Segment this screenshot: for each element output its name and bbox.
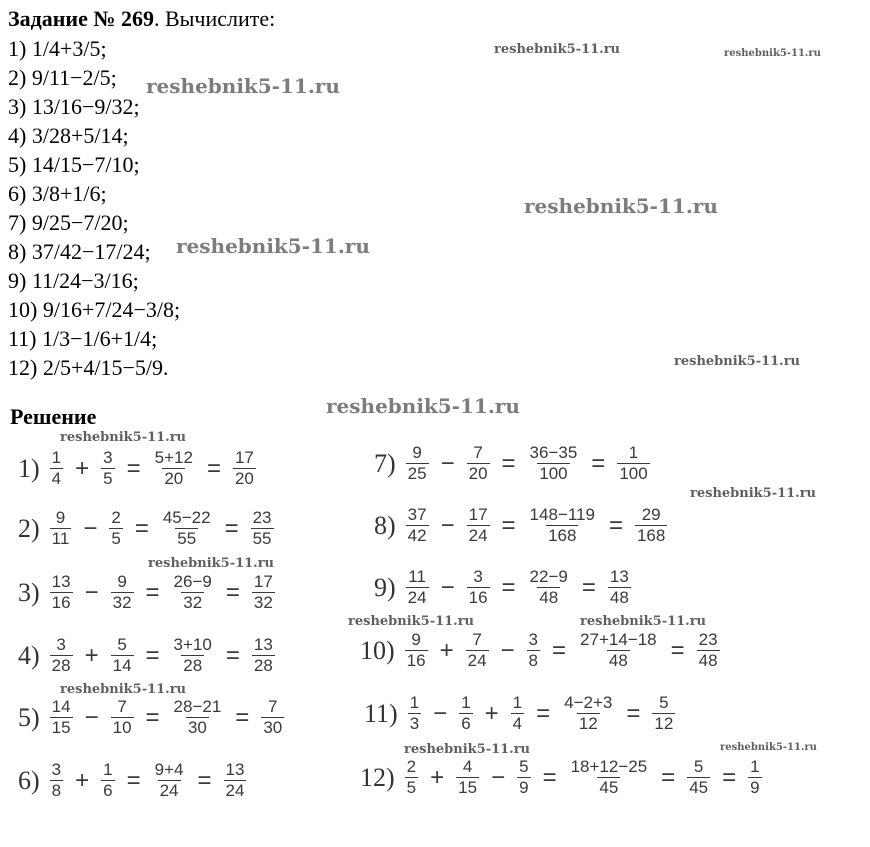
fraction-denominator: 9 xyxy=(519,778,529,797)
fraction-denominator: 10 xyxy=(112,718,132,737)
task-item: 2) 9/11−2/5; xyxy=(8,65,117,90)
fraction xyxy=(528,567,570,608)
fraction-denominator: 30 xyxy=(263,718,283,737)
fraction xyxy=(153,448,195,489)
fraction xyxy=(261,697,284,738)
operator: = xyxy=(581,573,596,601)
watermark: reshebnik5-11.ru xyxy=(720,742,817,753)
fraction-denominator: 16 xyxy=(468,588,488,607)
fraction-numerator: 28−21 xyxy=(173,697,222,716)
fraction xyxy=(405,630,428,671)
solution-number: 6) xyxy=(18,765,40,795)
fraction xyxy=(153,760,186,801)
operator: = xyxy=(134,514,149,542)
fraction xyxy=(50,697,73,738)
operator: − xyxy=(83,514,98,542)
fraction-denominator: 45 xyxy=(689,778,709,797)
fraction-numerator: 9 xyxy=(412,443,422,462)
fraction-numerator: 45−22 xyxy=(162,508,211,527)
fraction-denominator: 28 xyxy=(253,656,273,675)
fraction xyxy=(101,760,114,801)
fraction-denominator: 4 xyxy=(512,714,523,733)
fraction-numerator: 1 xyxy=(512,693,523,712)
fraction-denominator: 20 xyxy=(234,469,254,488)
fraction xyxy=(528,443,580,484)
fraction-denominator: 6 xyxy=(103,781,113,800)
fraction-numerator: 7 xyxy=(473,443,483,462)
fraction-denominator: 24 xyxy=(407,588,427,607)
fraction-denominator: 6 xyxy=(461,714,471,733)
fraction-numerator: 3 xyxy=(473,567,483,586)
fraction xyxy=(748,757,761,798)
task-item: 4) 3/28+5/14; xyxy=(8,123,129,148)
solution-number: 1) xyxy=(18,453,40,483)
solution-row xyxy=(364,693,679,734)
fraction-denominator: 32 xyxy=(183,593,203,612)
fraction-numerator: 1 xyxy=(461,693,471,712)
watermark: reshebnik5-11.ru xyxy=(60,682,187,697)
operator: = xyxy=(197,766,212,794)
task-title xyxy=(8,4,275,34)
fraction-numerator: 11 xyxy=(408,567,426,586)
fraction xyxy=(111,697,134,738)
fraction-numerator: 5 xyxy=(693,757,704,776)
fraction xyxy=(172,572,214,613)
fraction-denominator: 45 xyxy=(599,778,619,797)
fraction-numerator: 9+4 xyxy=(154,760,184,779)
fraction-denominator: 48 xyxy=(609,588,629,607)
fraction xyxy=(635,505,667,546)
operator: = xyxy=(661,763,676,791)
task-label: Задание № 269 xyxy=(8,6,154,31)
fraction-numerator: 5 xyxy=(117,635,127,654)
fraction-denominator: 11 xyxy=(51,529,70,548)
task-item: 12) 2/5+4/15−5/9. xyxy=(8,355,169,380)
fraction xyxy=(456,757,479,798)
fraction-denominator: 12 xyxy=(654,714,674,733)
fraction-numerator: 1 xyxy=(750,757,760,776)
operator: − xyxy=(84,703,99,731)
fraction-numerator: 1 xyxy=(409,693,420,712)
fraction-denominator: 32 xyxy=(253,593,273,612)
fraction-denominator: 4 xyxy=(51,469,62,488)
fraction-numerator: 9 xyxy=(117,572,127,591)
fraction-denominator: 24 xyxy=(159,781,179,800)
operator: = xyxy=(145,578,160,606)
fraction xyxy=(50,635,73,676)
fraction-numerator: 14 xyxy=(51,697,71,716)
fraction-denominator: 32 xyxy=(112,593,132,612)
fraction xyxy=(172,635,214,676)
fraction-numerator: 148−119 xyxy=(529,505,595,524)
fraction xyxy=(569,757,650,798)
fraction-denominator: 5 xyxy=(103,469,113,488)
fraction xyxy=(252,572,275,613)
fraction xyxy=(527,630,540,671)
fraction-numerator: 29 xyxy=(641,505,661,524)
solution-row xyxy=(18,760,250,801)
fraction xyxy=(406,505,429,546)
watermark: reshebnik5-11.ru xyxy=(674,354,801,369)
fraction xyxy=(467,567,490,608)
fraction xyxy=(50,760,63,801)
fraction xyxy=(466,630,489,671)
fraction xyxy=(406,567,429,608)
fraction-numerator: 7 xyxy=(472,630,482,649)
solution-number: 9) xyxy=(374,572,396,602)
solution-row xyxy=(374,443,654,484)
operator: = xyxy=(206,454,221,482)
operator: = xyxy=(145,703,160,731)
fraction-numerator: 23 xyxy=(698,630,718,649)
fraction xyxy=(617,443,649,484)
fraction-denominator: 28 xyxy=(51,656,71,675)
fraction xyxy=(608,567,631,608)
operator: + xyxy=(484,699,499,727)
fraction-numerator: 17 xyxy=(234,448,254,467)
operator: = xyxy=(126,766,141,794)
solution-number: 2) xyxy=(18,513,40,543)
fraction xyxy=(233,448,256,489)
solution-row xyxy=(18,448,260,489)
fraction-denominator: 5 xyxy=(111,529,121,548)
fraction xyxy=(252,635,275,676)
fraction-numerator: 1 xyxy=(103,760,113,779)
operator: = xyxy=(501,511,516,539)
fraction-numerator: 1 xyxy=(51,448,62,467)
watermark: reshebnik5-11.ru xyxy=(494,42,621,57)
fraction-numerator: 1 xyxy=(628,443,639,462)
operator: + xyxy=(75,454,90,482)
watermark: reshebnik5-11.ru xyxy=(326,394,520,418)
fraction-denominator: 15 xyxy=(51,718,71,737)
fraction-denominator: 12 xyxy=(578,714,598,733)
fraction xyxy=(578,630,659,671)
operator: = xyxy=(225,578,240,606)
operator: + xyxy=(439,636,454,664)
fraction-denominator: 3 xyxy=(409,714,420,733)
fraction-denominator: 8 xyxy=(51,781,62,800)
fraction-numerator: 26−9 xyxy=(173,572,212,591)
fraction-numerator: 4 xyxy=(462,757,473,776)
fraction xyxy=(50,448,63,489)
fraction-denominator: 48 xyxy=(539,588,559,607)
solution-row xyxy=(360,757,766,798)
operator: − xyxy=(440,511,455,539)
operator: = xyxy=(626,699,641,727)
solution-number: 12) xyxy=(360,762,395,792)
fraction-numerator: 7 xyxy=(117,697,127,716)
fraction xyxy=(101,448,114,489)
fraction-denominator: 100 xyxy=(619,464,648,483)
fraction-denominator: 28 xyxy=(183,656,203,675)
fraction xyxy=(459,693,472,734)
fraction-denominator: 30 xyxy=(187,718,207,737)
fraction-denominator: 25 xyxy=(407,464,427,483)
solution-number: 5) xyxy=(18,702,40,732)
fraction-denominator: 24 xyxy=(225,781,245,800)
fraction-denominator: 24 xyxy=(467,651,487,670)
solution-row xyxy=(374,505,671,546)
task-instruction: . Вычислите: xyxy=(153,6,276,31)
solution-row xyxy=(374,567,635,608)
solution-row xyxy=(360,630,724,671)
fraction xyxy=(697,630,720,671)
operator: − xyxy=(440,573,455,601)
operator: = xyxy=(224,514,239,542)
task-item: 7) 9/25−7/20; xyxy=(8,210,129,235)
fraction-numerator: 7 xyxy=(268,697,278,716)
fraction-numerator: 13 xyxy=(225,760,245,779)
fraction xyxy=(109,508,122,549)
operator: = xyxy=(552,636,567,664)
solution-row xyxy=(18,635,279,676)
solution-number: 4) xyxy=(18,640,40,670)
fraction xyxy=(111,635,134,676)
operator: = xyxy=(722,763,737,791)
operator: = xyxy=(670,636,685,664)
task-item: 3) 13/16−9/32; xyxy=(8,94,140,119)
operator: = xyxy=(225,641,240,669)
fraction-numerator: 5 xyxy=(659,693,669,712)
solution-number: 10) xyxy=(360,635,395,665)
fraction-denominator: 48 xyxy=(698,651,718,670)
fraction-denominator: 55 xyxy=(177,529,197,548)
fraction-denominator: 168 xyxy=(636,526,666,545)
fraction-numerator: 13 xyxy=(609,567,629,586)
operator: = xyxy=(501,449,516,477)
fraction-numerator: 5+12 xyxy=(154,448,193,467)
fraction-denominator: 48 xyxy=(608,651,628,670)
operator: + xyxy=(430,763,445,791)
operator: = xyxy=(235,703,250,731)
fraction-numerator: 9 xyxy=(411,630,421,649)
fraction-denominator: 55 xyxy=(252,529,272,548)
task-item: 6) 3/8+1/6; xyxy=(8,181,107,206)
fraction-numerator: 9 xyxy=(55,508,66,527)
fraction-denominator: 5 xyxy=(406,778,417,797)
solution-title: Решение xyxy=(10,404,97,429)
operator: = xyxy=(591,449,606,477)
fraction xyxy=(111,572,134,613)
fraction xyxy=(161,508,213,549)
fraction-denominator: 14 xyxy=(112,656,132,675)
fraction-numerator: 3 xyxy=(103,448,113,467)
watermark: reshebnik5-11.ru xyxy=(60,430,187,445)
fraction-denominator: 9 xyxy=(750,778,760,797)
fraction xyxy=(172,697,224,738)
task-item: 11) 1/3−1/6+1/4; xyxy=(8,326,158,351)
fraction-numerator: 5 xyxy=(519,757,529,776)
operator: = xyxy=(145,641,160,669)
fraction-numerator: 17 xyxy=(468,505,488,524)
watermark: reshebnik5-11.ru xyxy=(404,742,531,757)
fraction xyxy=(467,505,490,546)
fraction-numerator: 13 xyxy=(253,635,273,654)
operator: − xyxy=(84,578,99,606)
fraction-numerator: 2 xyxy=(111,508,121,527)
fraction-numerator: 23 xyxy=(252,508,272,527)
fraction-denominator: 42 xyxy=(407,526,427,545)
fraction xyxy=(517,757,530,798)
solution-number: 8) xyxy=(374,510,396,540)
fraction-numerator: 3 xyxy=(51,760,62,779)
operator: + xyxy=(75,766,90,794)
fraction-numerator: 18+12−25 xyxy=(570,757,648,776)
fraction xyxy=(50,572,73,613)
watermark: reshebnik5-11.ru xyxy=(146,74,340,98)
fraction xyxy=(408,693,421,734)
fraction-numerator: 27+14−18 xyxy=(580,630,657,649)
fraction-denominator: 20 xyxy=(468,464,488,483)
fraction xyxy=(405,757,418,798)
task-item: 8) 37/42−17/24; xyxy=(8,239,151,264)
solution-row xyxy=(18,572,279,613)
fraction-denominator: 24 xyxy=(468,526,488,545)
operator: = xyxy=(608,511,623,539)
task-item: 1) 1/4+3/5; xyxy=(8,36,107,61)
operator: = xyxy=(536,699,551,727)
fraction xyxy=(511,693,524,734)
fraction xyxy=(528,505,597,546)
solution-number: 7) xyxy=(374,448,396,478)
task-item: 5) 14/15−7/10; xyxy=(8,152,140,177)
watermark: reshebnik5-11.ru xyxy=(148,556,275,571)
fraction-denominator: 15 xyxy=(458,778,478,797)
fraction xyxy=(687,757,710,798)
operator: − xyxy=(440,449,455,477)
watermark: reshebnik5-11.ru xyxy=(176,234,370,258)
solution-number: 3) xyxy=(18,577,40,607)
solution-number: 11) xyxy=(364,698,398,728)
fraction xyxy=(50,508,72,549)
task-item: 10) 9/16+7/24−3/8; xyxy=(8,297,181,322)
fraction xyxy=(406,443,429,484)
fraction-denominator: 100 xyxy=(539,464,568,483)
operator: − xyxy=(491,763,506,791)
operator: = xyxy=(126,454,141,482)
fraction xyxy=(224,760,247,801)
fraction-numerator: 37 xyxy=(407,505,427,524)
task-item: 9) 11/24−3/16; xyxy=(8,268,139,293)
watermark: reshebnik5-11.ru xyxy=(524,194,718,218)
fraction-denominator: 16 xyxy=(406,651,426,670)
watermark: reshebnik5-11.ru xyxy=(580,614,707,629)
operator: = xyxy=(501,573,516,601)
solution-row xyxy=(18,697,288,738)
fraction-denominator: 16 xyxy=(51,593,71,612)
watermark: reshebnik5-11.ru xyxy=(724,48,821,59)
fraction xyxy=(652,693,675,734)
fraction-denominator: 8 xyxy=(528,651,539,670)
fraction-numerator: 3 xyxy=(56,635,66,654)
fraction-numerator: 17 xyxy=(253,572,273,591)
fraction-numerator: 36−35 xyxy=(529,443,578,462)
operator: = xyxy=(542,763,557,791)
fraction-numerator: 3 xyxy=(528,630,539,649)
fraction xyxy=(562,693,614,734)
operator: + xyxy=(84,641,99,669)
fraction xyxy=(467,443,490,484)
solution-row xyxy=(18,508,278,549)
watermark: reshebnik5-11.ru xyxy=(348,614,475,629)
fraction-denominator: 168 xyxy=(548,526,577,545)
fraction-numerator: 3+10 xyxy=(173,635,212,654)
fraction-numerator: 13 xyxy=(51,572,71,591)
fraction-numerator: 4−2+3 xyxy=(564,693,613,712)
watermark: reshebnik5-11.ru xyxy=(690,486,817,501)
fraction-numerator: 22−9 xyxy=(529,567,568,586)
operator: − xyxy=(500,636,515,664)
fraction-numerator: 2 xyxy=(406,757,417,776)
fraction-denominator: 20 xyxy=(164,469,184,488)
operator: − xyxy=(433,699,448,727)
fraction xyxy=(251,508,274,549)
